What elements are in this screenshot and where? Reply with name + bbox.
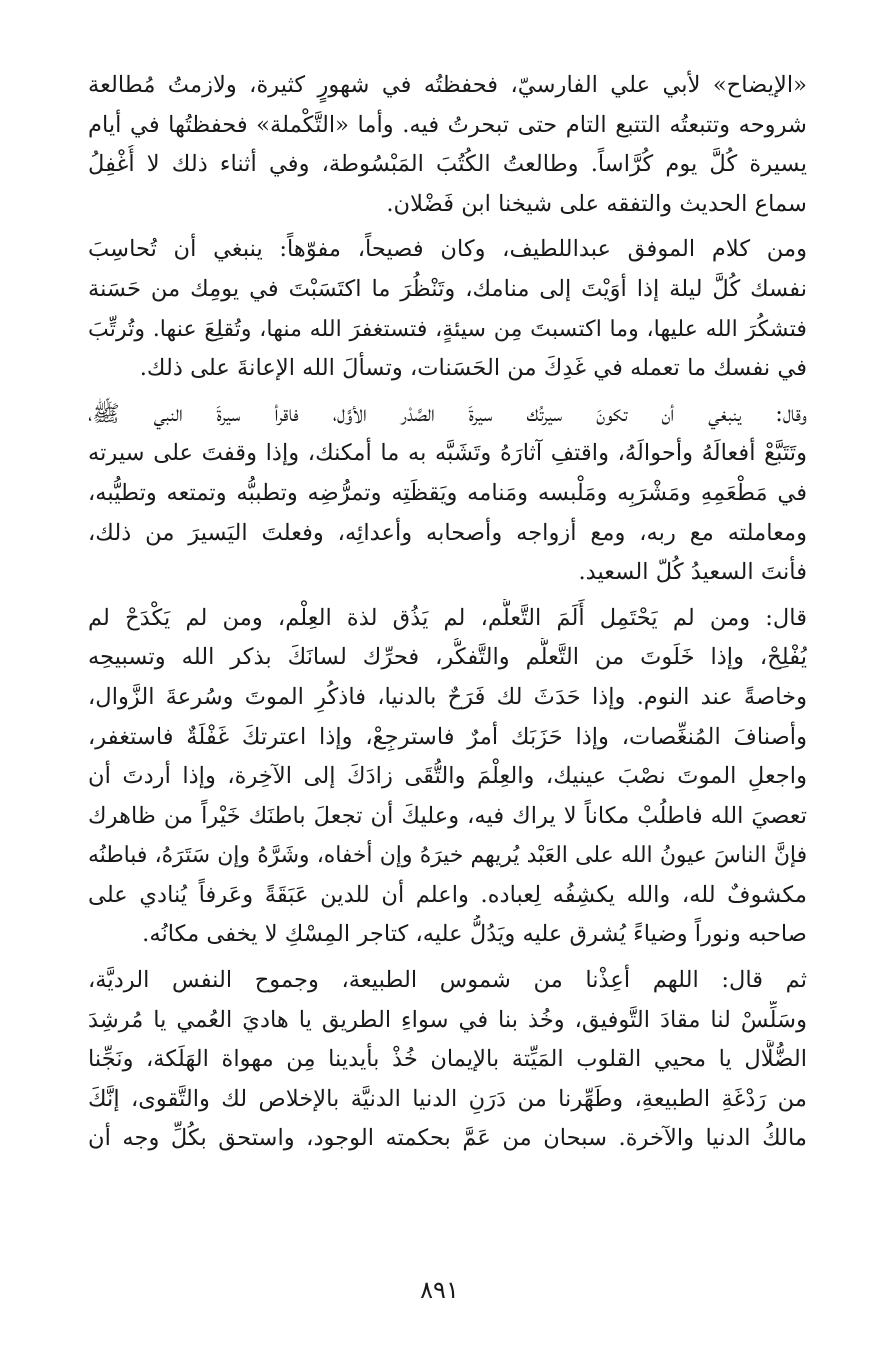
paragraph-1 [88,66,807,224]
text-line: وخاصةً عند النوم. وإذا حَدَثَ لك فَرَحٌ بالدنيا، فاذكُرِ الموتَ وسُرعةَ الزَّوال، [88,683,807,710]
text-line: يُفْلِحْ، وإذا خَلَوتَ من التَّعلُّم والتَّفكُّر، فحرِّك لسانَكَ بذكر الله وتسبيحِه [88,644,807,671]
text-line: ومن كلام الموفق عبداللطيف، وكان فصيحاً، مفوّهاً: ينبغي أن تُحاسِبَ [88,236,807,263]
text-line: مكشوفٌ لله، والله يكشِفُه لِعباده. واعلم أن للدين عَبَقَةً وعَرفاً يُنادي على [88,881,807,908]
text-line: من رَدْغَةِ الطبيعةِ، وطَهِّرنا من دَرَنِ الدنيا الدنيَّة بالإخلاص لك والتَّقوى، إنَّكَ [88,1085,807,1112]
text-line: شروحه وتتبعتُه التتبع التام حتى تبحرتُ فيه. وأما «التَّكْملة» فحفظتُها في أيام [88,111,807,138]
text-line: نفسك كُلَّ ليلة إذا أوَيْتَ إلى منامك، وتَنْظُرَ ما اكتَسَبْتَ في يومِك من حَسَنة [88,275,807,302]
text-line: فتشكُرَ الله عليها، وما اكتسبتَ مِن سيئةٍ، فتستغفرَ الله منها، وتُقلِعَ عنها. وتُرتِّبَ [88,315,807,342]
main-text [88,66,807,1159]
text-line: في مَطْعَمِهِ ومَشْرَبِه ومَلْبسه ومَنامه ويَقظَتِه وتمرُّضِه وتطببُّه وتمتعه وتطيُّبه، [88,479,807,506]
paragraph-3 [88,395,807,593]
text-line: تعصيَ الله فاطلُبْ مكاناً لا يراك فيه، وعليكَ أن تجعلَ باطنَك خَيْراً من ظاهرك [88,802,807,829]
text-line: يسيرة كُلَّ يوم كُرَّاساً. وطالعتُ الكُتُبَ المَبْسُوطة، وفي أثناء ذلك لا أُغْفِلُ [88,151,807,178]
text-line: قال: ومن لم يَحْتَمِل أَلَمَ التَّعلُّم، لم يَذُق لذة العِلْم، ومن لم يَكْدَحْ لم [88,604,807,631]
text-line: واجعلِ الموتَ نصْبَ عينيك، والعِلْمَ والتُّقَى زادَكَ إلى الآخِرة، وإذا أردتَ أن [88,763,807,790]
text-line: صاحبه ونوراً وضياءً يُشرق عليه ويَدُلُّ عليه، كتاجر المِسْكِ لا يخفى مكانُه. [142,921,807,948]
text-line: ومعاملته مع ربه، ومع أزواجه وأصحابه وأعدائِه، وفعلتَ اليَسيرَ من ذلك، [88,519,807,546]
paragraph-2 [88,230,807,388]
text-line: «الإيضاح» لأبي علي الفارسيّ، فحفظتُه في شهورٍ كثيرة، ولازمتُ مُطالعة [88,72,807,98]
text-line: سماع الحديث والتفقه على شيخنا ابن فَضْلان. [386,190,807,217]
text-line: ثم قال: اللهم أعِذْنا من شموس الطبيعة، وجموح النفس الرديَّة، [88,967,807,994]
text-line: وسَلِّسْ لنا مقادَ التَّوفيق، وخُذ بنا في سواءِ الطريق يا هاديَ العُمي يا مُرشِدَ [88,1006,807,1033]
page-number: ٨٩١ [420,1276,459,1304]
paragraph-5 [88,961,807,1159]
text-line: وقال: ينبغي أن تكونَ سيرتُك سيرةَ الصَّدْر الأوَّل، فاقرأ سيرةَ النبي ﷺ، [88,400,807,427]
text-line: وتَتَبَّعْ أفعالَهُ وأحوالَهُ، واقتفِ آثارَهُ وتَشَبَّه به ما أمكنك، وإذا وقفتَ على سيرته [88,440,807,467]
text-line: فإنَّ الناسَ عيونُ الله على العَبْد يُريهم خيرَهُ وإن أخفاه، وشَرَّهُ وإن سَتَرَهُ، فباطنُه [88,843,807,869]
text-line: مالكُ الدنيا والآخرة. سبحان من عَمَّ بحكمته الوجود، واستحق بكُلِّ وجه أن [88,1125,807,1152]
paragraph-4 [88,599,807,955]
text-line: في نفسك ما تعمله في غَدِكَ من الحَسَنات، وتسألَ الله الإعانةَ على ذلك. [139,355,807,382]
text-line: الضُّلَّال يا محيي القلوب المَيِّتة بالإيمان خُذْ بأيدينا مِن مهواة الهَلَكة، ونَجِّنا [88,1046,807,1073]
text-line: وأصنافَ المُنغِّصات، وإذا حَزَبَك أمرٌ فاسترجِعْ، وإذا اعترتكَ غَفْلَةٌ فاستغفر، [88,723,807,750]
text-line: فأنتَ السعيدُ كُلّ السعيد. [578,559,807,586]
